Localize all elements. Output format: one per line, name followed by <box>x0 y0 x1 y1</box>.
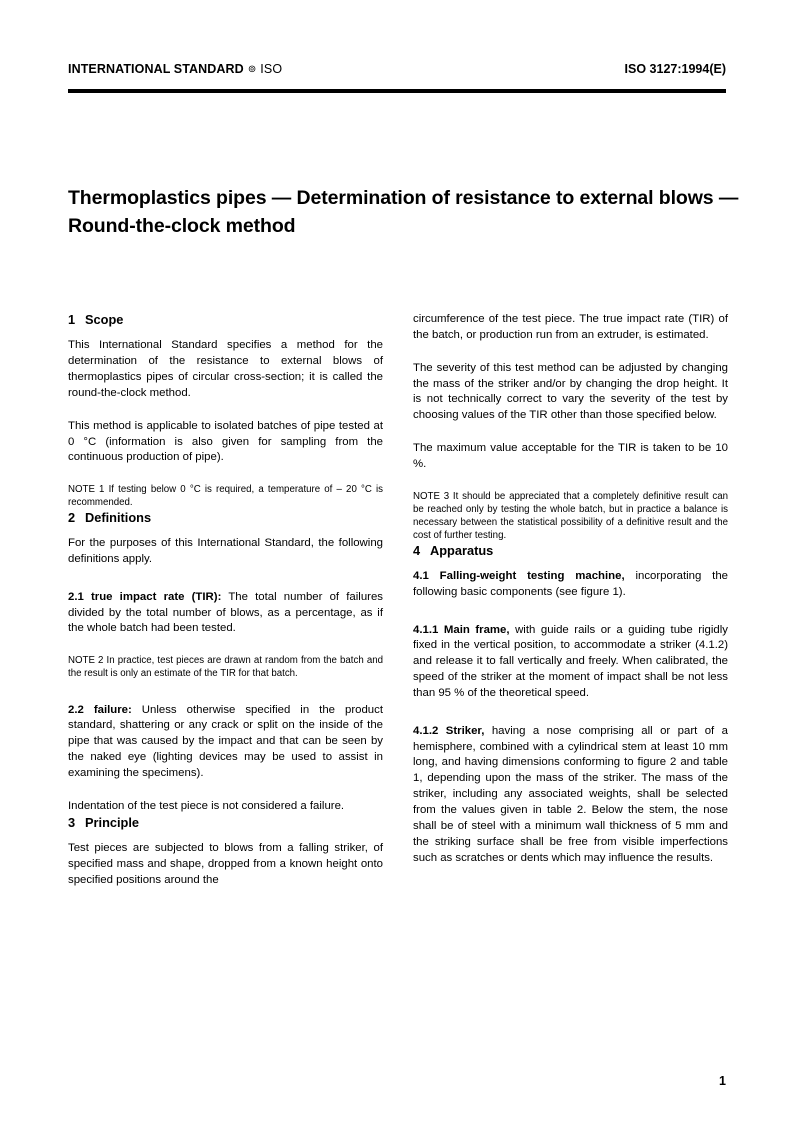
paragraph-gap <box>413 613 728 623</box>
definition-2-1-term: 2.1 true impact rate (TIR): <box>68 590 222 603</box>
definition-2-1-text: The total number of failures divided by the total number of blows, as a percentage, as if the whole batch had been tested. <box>68 590 383 635</box>
definitions-intro: For the purposes of this International Standard, the following definitions apply. <box>68 536 383 565</box>
iso-circle-icon: ⊚ <box>247 64 257 75</box>
clause-4-1-text: incorporating the following basic components (see figure 1). <box>413 569 728 598</box>
header-divider-rule <box>68 89 726 93</box>
section-title-2: Definitions <box>85 509 152 525</box>
note-2: NOTE 2 In practice, test pieces are drawn at random from the batch and the result is only an estimate of the TIR for that batch. <box>68 655 383 680</box>
iso-organization-label: ISO <box>260 62 283 76</box>
section-title-4: Apparatus <box>430 542 494 558</box>
running-header <box>68 62 726 76</box>
section-number-3: 3 <box>68 814 76 830</box>
principle-paragraph-3: The maximum value acceptable for the TIR is taken to be 10 %. <box>413 442 728 470</box>
clause-4-1 <box>413 569 728 601</box>
section-number-2: 2 <box>68 509 76 525</box>
section-heading-scope <box>68 312 383 327</box>
definition-2-2 <box>68 703 383 782</box>
clause-4-1-2 <box>413 724 728 867</box>
header-left-group <box>68 62 282 76</box>
section-number-1: 1 <box>68 312 76 327</box>
clause-4-1-1-text: with guide rails or a guiding tube rigidly fixed in the vertical position, to accommodate a striker (4.1.2) and release it to fall vertically and freely. When calibrated, the speed of the striker at the moment of impact shall be not less than 95 % of the theoretical speed. <box>413 623 728 699</box>
clause-4-1-2-text: having a nose comprising all or part of a hemisphere, combined with a cylindrical stem at least 10 mm long, and having dimensions conforming to figure 2 and table 1, depending upon the mass of the striker. The mass of the striker, including any associated weights, shall be selected from the values given in table 2. Below the stem, the nose shall be of steel with a minimum wall thickness of 5 mm and the striking surface shall be free from visible imperfections such as scratches or dents which may influence the results. <box>413 724 728 864</box>
paragraph-gap <box>68 693 383 703</box>
definition-2-2-paragraph-2: Indentation of the test piece is not considered a failure. <box>68 799 345 812</box>
definition-2-2-term: 2.2 failure: <box>68 703 132 716</box>
principle-paragraph-1: Test pieces are subjected to blows from a falling striker, of specified mass and shape, dropped from a known height onto specified positions around the <box>68 841 383 886</box>
page-title: Thermoplastics pipes — Determination of resistance to external blows — Round-the-clock method <box>68 187 739 237</box>
scope-paragraph-2: This method is applicable to isolated batches of pipe tested at 0 °C (information is also given for sampling from the continuous production of pipe). <box>68 419 383 464</box>
section-heading-apparatus <box>413 543 728 558</box>
definition-2-1 <box>68 590 383 638</box>
left-column <box>68 312 383 889</box>
scope-paragraph-1: This International Standard specifies a method for the determination of the resistance to external blows of thermoplastics pipes of circular cross-section; it is called the round-the-clock method. <box>68 339 383 399</box>
section-title-3: Principle <box>85 814 140 830</box>
clause-4-1-2-term: 4.1.2 Striker, <box>413 724 485 737</box>
paragraph-gap <box>68 580 383 590</box>
section-heading-definitions <box>68 510 383 525</box>
note-3: NOTE 3 It should be appreciated that a completely definitive result can be reached only by testing the whole batch, but in practice a balance is necessary between the statistical possibility of a definitive result and the cost of further testing. <box>413 490 728 542</box>
page-number: 1 <box>719 1074 726 1088</box>
principle-paragraph-2: The severity of this test method can be adjusted by changing the mass of the striker and/or by changing the drop height. It is not technically correct to vary the severity of the test by choosing values of the TIR other than those specified below. <box>413 361 728 422</box>
body-columns <box>68 312 728 889</box>
clause-4-1-1-term: 4.1.1 Main frame, <box>413 623 510 636</box>
standard-reference: ISO 3127:1994(E) <box>624 62 726 76</box>
standard-type-label: INTERNATIONAL STANDARD <box>68 62 244 76</box>
paragraph-gap <box>413 714 728 724</box>
principle-continuation: circumference of the test piece. The true impact rate (TIR) of the batch, or production run from an extruder, is estimated. <box>413 313 728 341</box>
definition-2-2-text: Unless otherwise specified in the product standard, shattering or any crack or split on the inside of the pipe that was caused by the impact and that can be seen by the naked eye (lighting devices may be used to assist in examining the specimens). <box>68 703 383 779</box>
section-title-1: Scope <box>85 312 124 327</box>
clause-4-1-1 <box>413 623 728 702</box>
section-heading-principle <box>68 815 383 830</box>
clause-4-1-term: 4.1 Falling-weight testing machine, <box>413 569 625 582</box>
section-number-4: 4 <box>413 542 421 558</box>
note-1: NOTE 1 If testing below 0 °C is required, a temperature of – 20 °C is recommended. <box>68 484 383 509</box>
right-column <box>413 312 728 889</box>
